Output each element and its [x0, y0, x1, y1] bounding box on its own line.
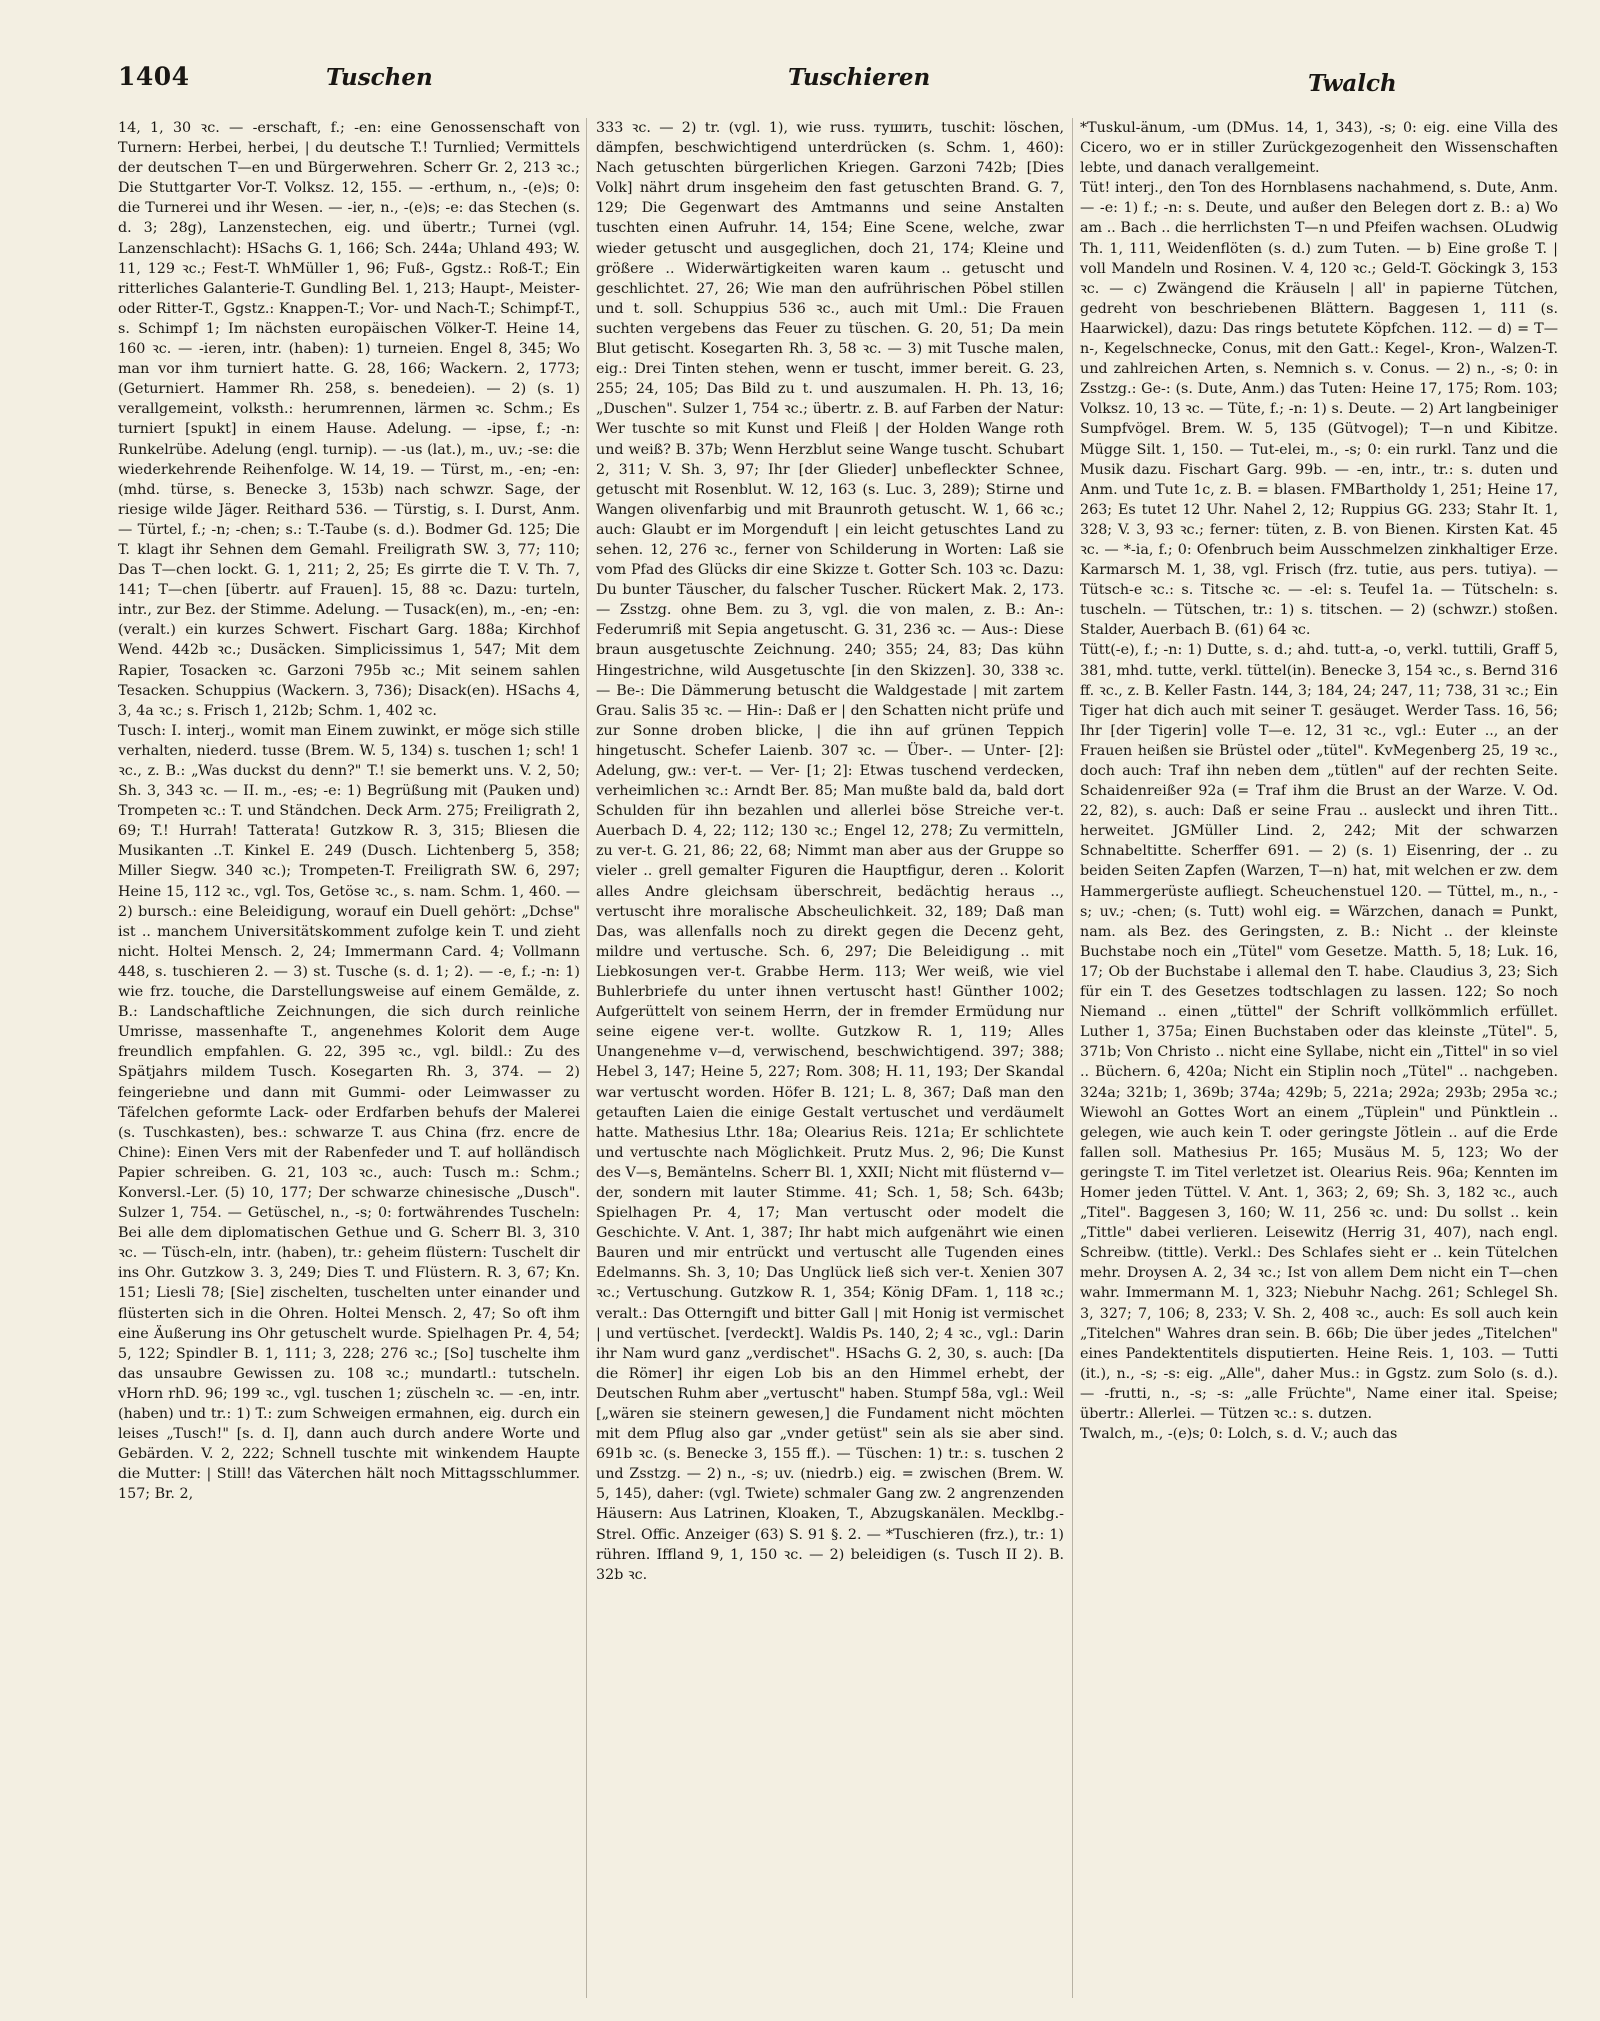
- column-left: [118, 118, 580, 1998]
- dictionary-entry-block: Twalch, m., -(e)s; 0: Lolch, s. d. V.; auch das: [1080, 1426, 1398, 1443]
- column-right: [1080, 118, 1558, 1998]
- running-head-center: Tuschieren: [788, 64, 931, 91]
- page-number: 1404: [118, 62, 190, 91]
- running-head-left: Tuschen: [326, 64, 433, 91]
- dictionary-entry-block: Tüt! interj., den Ton des Hornblasens nachahmend, s. Dute, Anm. — -e: 1) f.; -n: s. Deute, und außer den Belegen dort z. B.: a) Wo am .. Bach .. die herrlichsten T—n und Pfeifen wachsen. OLudwig Th. 1, 111, Weidenflöten (s. d.) zum Tuten. — b) Eine große T. | voll Mandeln und Rosinen. V. 4, 120 ꝛc.; Geld-T. Göckingk 3, 153 ꝛc. — c) Zwängend die Kräuseln | all' in papierne Tütchen, gedreht von beschriebenen Blättern. Baggesen 1, 111 (s. Haarwickel), dazu: Das rings betutete Köpfchen. 112. — d) = T—n-, Kegelschnecke, Conus, mit den Gatt.: Kegel-, Kron-, Walzen-T. und zahlreichen Arten, s. Nemnich s. v. Conus. — 2) n., -s; 0: in Zsstzg.: Ge-: (s. Dute, Anm.) das Tuten: Heine 17, 175; Rom. 103; Volksz. 10, 13 ꝛc. — Tüte, f.; -n: 1) s. Deute. — 2) Art langbeiniger Sumpfvögel. Brem. W. 5, 135 (Gütvogel); T—n und Kibitze. Mügge Silt. 1, 150. — Tut-elei, m., -s; 0: ein rurkl. Tanz und die Musik dazu. Fischart Garg. 99b. — -en, intr., tr.: s. duten und Anm. und Tute 1c, z. B. = blasen. FMBartholdy 1, 251; Heine 17, 263; Es tutet 12 Uhr. Nahel 2, 12; Ruppius GG. 233; Stahr It. 1, 328; V. 3, 93 ꝛc.; ferner: tüten, z. B. von Bienen. Kirsten Kat. 45 ꝛc. — *-ia, f.; 0: Ofenbruch beim Ausschmelzen zinkhaltiger Erze. Karmarsch M. 1, 38, vgl. Frisch (frz. tutie, aus pers. tutiya). — Tütsch-e ꝛc.: s. Titsche ꝛc. — -el: s. Teufel 1a. — Tütscheln: s. tuscheln. — Tütschen, tr.: 1) s. titschen. — 2) (schwzr.) stoßen. Stalder, Auerbach B. (61) 64 ꝛc.: [1080, 180, 1558, 639]
- dictionary-entry-block: Tütt(-e), f.; -n: 1) Dutte, s. d.; ahd. tutt-a, -o, verkl. tuttili, Graff 5, 381, mhd. tutte, verkl. tüttel(in). Benecke 3, 154 ꝛc., s. Bernd 316 ff. ꝛc., z. B. Keller Fastn. 144, 3; 184, 24; 247, 11; 738, 31 ꝛc.; Ein Tiger hat dich auch mit seiner T. gesäuget. Werder Tass. 16, 56; Ihr [der Tigerin] volle T—e. 12, 31 ꝛc., vgl.: Euter .., an der Frauen heißen sie Brüstel oder „tütel". KvMegenberg 25, 19 ꝛc., doch auch: Traf ihn neben dem „tütlen" auf der rechten Seite. Schaidenreißer 92a (= Traf ihm die Brust an der Warze. V. Od. 22, 82), s. auch: Daß er seine Frau .. ausleckt und ihren Titt.. herweitet. JGMüller Lind. 2, 242; Mit der schwarzen Schnabeltitte. Scherffer 691. — 2) (s. 1) Eisenring, der .. zu beiden Seiten Zapfen (Warzen, T—n) hat, mit welchen er zw. dem Hammergerüste aufliegt. Scheuchenstuel 120. — Tüttel, m., n., -s; uv.; -chen; (s. Tutt) wohl eig. = Wärzchen, danach = Punkt, nam. als Bez. des Geringsten, z. B.: Nicht .. der kleinste Buchstabe noch ein „Tütel" vom Gesetze. Matth. 5, 18; Luk. 16, 17; Ob der Buchstabe i allemal den T. habe. Claudius 3, 23; Sich für ein T. des Gesetzes todtschlagen zu lassen. 122; So noch Niemand .. einen „tüttel" der Schrift vollkömmlich erfüllet. Luther 1, 375a; Einen Buchstaben oder das kleinste „Tütel". 5, 371b; Von Christo .. nicht eine Syllabe, nicht ein „Tittel" in so viel .. Büchern. 6, 420a; Nicht ein Stiplin noch „Tütel" .. nachgeben. 324a; 321b; 1, 369b; 374a; 429b; 5, 221a; 292a; 293b; 295a ꝛc.; Wiewohl an Gottes Wort an einem „Tüplein" und Pünktlein .. gelegen, wie auch kein T. oder geringste Jötlein .. auf die Erde fallen soll. Mathesius Pr. 165; Musäus M. 5, 123; Wo der geringste T. im Titel verletzet ist. Olearius Reis. 96a; Kennten im Homer jeden Tüttel. V. Ant. 1, 363; 2, 69; Sh. 3, 182 ꝛc., auch „Titel". Baggesen 3, 160; W. 11, 256 ꝛc. und: Du sollst .. kein „Tittle" dabei verlieren. Leisewitz (Herrig 31, 407), nach engl. Schreibw. (tittle). Verkl.: Des Schlafes sieht er .. kein Tütelchen mehr. Droysen A. 2, 34 ꝛc.; Ist von allem Dem nicht ein T—chen wahr. Immermann M. 1, 323; Niebuhr Nachg. 261; Schlegel Sh. 3, 327; 7, 106; 8, 233; V. Sh. 2, 408 ꝛc., auch: Es soll auch kein „Titelchen" Wahres dran sein. B. 66b; Die über jedes „Titelchen" eines Pandektentitels disputierten. Heine Reis. 1, 103. — Tutti (it.), n., -s; -s: eig. „Alle", daher Mus.: in Ggstz. zum Solo (s. d.). — -frutti, n., -s; -s: „alle Früchte", Name einer ital. Speise; übertr.: Allerlei. — Tützen ꝛc.: s. dutzen.: [1080, 642, 1558, 1422]
- dictionary-entry-block: 333 ꝛc. — 2) tr. (vgl. 1), wie russ. тушить, tuschit: löschen, dämpfen, beschwichtigend unterdrücken (s. Schm. 1, 460): Nach getuschten bürgerlichen Kriegen. Garzoni 742b; [Dies Volk] nährt drum insgeheim den fast getuschten Brand. G. 7, 129; Die Gegenwart des Amtmanns und seine Anstalten tuschten einen Aufruhr. 14, 154; Eine Scene, welche, zwar wieder getuscht und ausgeglichen, doch 21, 174; Kleine und größere .. Widerwärtigkeiten waren kaum .. getuscht und geschlichtet. 27, 26; Wie man den aufrührischen Pöbel stillen und t. soll. Schuppius 536 ꝛc., auch mit Uml.: Die Frauen suchten vergebens das Feuer zu tüschen. G. 20, 51; Da mein Blut getischt. Kosegarten Rh. 3, 58 ꝛc. — 3) mit Tusche malen, eig.: Drei Tinten stehen, wenn er tuscht, immer bereit. G. 23, 255; 24, 105; Das Bild zu t. und auszumalen. H. Ph. 13, 16; „Duschen". Sulzer 1, 754 ꝛc.; übertr. z. B. auf Farben der Natur: Wer tuschte so mit Kunst und Fleiß | der Holden Wange roth und weiß? B. 37b; Wenn Herzblut seine Wange tuscht. Schubart 2, 311; V. Sh. 3, 97; Ihr [der Glieder] unbefleckter Schnee, getuscht mit Rosenblut. W. 12, 163 (s. Luc. 3, 289); Stirne und Wangen olivenfarbig und mit Braunroth getuscht. W. 1, 66 ꝛc.; auch: Glaubt er im Morgenduft | ein leicht getuschtes Land zu sehen. 12, 276 ꝛc., ferner von Schilderung in Worten: Laß sie vom Pfad des Glücks dir eine Skizze t. Gotter Sch. 103 ꝛc. Dazu: Du bunter Täuscher, du falscher Tuscher. Rückert Mak. 2, 173. — Zsstzg. ohne Bem. zu 3, vgl. die von malen, z. B.: An-: Federumriß mit Sepia angetuscht. G. 31, 236 ꝛc. — Aus-: Diese braun ausgetuschte Zeichnung. 240; 355; 24, 83; Das kühn Hingestrichne, wild Ausgetuschte [in den Skizzen]. 30, 338 ꝛc. — Be-: Die Dämmerung betuscht die Waldgestade | mit zartem Grau. Salis 35 ꝛc. — Hin-: Daß er | den Schatten nicht prüfe und zur Sonne droben blicke, | die ihn auf grünen Teppich hingetuscht. Schefer Laienb. 307 ꝛc. — Über-. — Unter- [2]: Adelung, gw.: ver-t. — Ver- [1; 2]: Etwas tuschend verdecken, verheimlichen ꝛc.: Arndt Ber. 85; Man mußte bald da, bald dort Schulden für ihn bezahlen und allerlei böse Streiche ver-t. Auerbach D. 4, 22; 112; 130 ꝛc.; Engel 12, 278; Zu vermitteln, zu ver-t. G. 21, 86; 22, 68; Nimmt man aber aus der Gruppe so vieler .. grell gemalter Figuren die Hauptfigur, deren .. Kolorit alles Andre gleichsam überschreit, bedächtig heraus .., vertuscht ihre moralische Abscheulichkeit. 32, 189; Daß man Das, was allenfalls noch zu direkt gegen die Decenz geht, mildre und vertusche. Sch. 6, 297; Die Beleidigung .. mit Liebkosungen ver-t. Grabbe Herm. 113; Wer weiß, wie viel Buhlerbriefe du unter ihnen vertuscht hast! Günther 1002; Aufgerüttelt von seinem Herrn, der in fremder Ermüdung nur seine eigene ver-t. wollte. Gutzkow R. 1, 119; Alles Unangenehme v—d, verwischend, beschwichtigend. 397; 388; Hebel 3, 147; Heine 5, 227; Rom. 308; H. 11, 193; Der Skandal war vertuscht worden. Höfer B. 121; L. 8, 367; Daß man den getauften Laien die einige Gestalt vertuschet und verdäumelt hatte. Mathesius Lthr. 18a; Olearius Reis. 121a; Er schlichtete und vertuschte nach Möglichkeit. Prutz Mus. 2, 96; Die Kunst des V—s, Bemäntelns. Scherr Bl. 1, XXII; Nicht mit flüsternd v—der, sondern mit lauter Stimme. 41; Sch. 1, 58; Sch. 643b; Spielhagen Pr. 4, 17; Man vertuscht oder modelt die Geschichte. V. Ant. 1, 387; Ihr habt mich aufgenährt wie einen Bauren und mir entrückt und vertuscht alle Tugenden eines Edelmanns. Sh. 3, 10; Das Unglück ließ sich ver-t. Xenien 307 ꝛc.; Vertuschung. Gutzkow R. 1, 354; König DFam. 1, 118 ꝛc.; veralt.: Das Otterngift und bitter Gall | mit Honig ist vermischet | und vertüschet. [verdeckt]. Waldis Ps. 140, 2; 4 ꝛc., vgl.: Darin ihr Nam wurd ganz „verdischet". HSachs G. 2, 30, s. auch: [Da die Römer] ihr eigen Lob bis an den Himmel erhebt, der Deutschen Ruhm aber „vertuscht" haben. Stumpf 58a, vgl.: Weil [„wären sie steinern gewesen,] die Fundament nicht möchten mit dem Pflug also gar „vnder getüst" sein als sie aber sind. 691b ꝛc. (s. Benecke 3, 155 ff.). — Tüschen: 1) tr.: s. tuschen 2 und Zsstzg. — 2) n., -s; uv. (niedrb.) eig. = zwischen (Brem. W. 5, 145), daher: (vgl. Twiete) schmaler Gang zw. 2 angrenzenden Häusern: Aus Latrinen, Kloaken, T., Abzugskanälen. Mecklbg.-Strel. Offic. Anzeiger (63) S. 91 §. 2. — *Tuschieren (frz.), tr.: 1) rühren. Iffland 9, 1, 150 ꝛc. — 2) beleidigen (s. Tusch II 2). B. 32b ꝛc.: [596, 120, 1064, 1583]
- dictionary-entry-block: 14, 1, 30 ꝛc. — -erschaft, f.; -en: eine Genossenschaft von Turnern: Herbei, herbei, | du deutsche T.! Turnlied; Vermittels der deutschen T—en und Bürgerwehren. Scherr Gr. 2, 213 ꝛc.; Die Stuttgarter Vor-T. Volksz. 12, 155. — -erthum, n., -(e)s; 0: die Turnerei und ihr Wesen. — -ier, n., -(e)s; -e: das Stechen (s. d. 3; 28g), Lanzenstechen, eig. und übertr.; Turnei (vgl. Lanzenschlacht): HSachs G. 1, 166; Sch. 244a; Uhland 493; W. 11, 129 ꝛc.; Fest-T. WhMüller 1, 96; Fuß-, Ggstz.: Roß-T.; Ein ritterliches Galanterie-T. Gundling Bel. 1, 213; Haupt-, Meister- oder Ritter-T., Ggstz.: Knappen-T.; Vor- und Nach-T.; Schimpf-T., s. Schimpf 1; Im nächsten europäischen Völker-T. Heine 14, 160 ꝛc. — -ieren, intr. (haben): 1) turneien. Engel 8, 345; Wo man vor ihm turniert hatte. G. 28, 166; Wackern. 2, 1773; (Geturniert. Hammer Rh. 258, s. benedeien). — 2) (s. 1) verallgemeint, volksth.: herumrennen, lärmen ꝛc. Schm.; Es turniert [spukt] in einem Hause. Adelung. — -ipse, f.; -n: Runkelrübe. Adelung (engl. turnip). — -us (lat.), m., uv.; -se: die wiederkehrende Reihenfolge. W. 14, 19. — Türst, m., -en; -en: (mhd. türse, s. Benecke 3, 153b) nach schwzr. Sage, der riesige wilde Jäger. Reithard 536. — Türstig, s. I. Durst, Anm. — Türtel, f.; -n; -chen; s.: T.-Taube (s. d.). Bodmer Gd. 125; Die T. klagt ihr Sehnen dem Gemahl. Freiligrath SW. 3, 77; 110; Das T—chen lockt. G. 1, 211; 2, 25; Es girrte die T. V. Th. 7, 141; T—chen [übertr. auf Frauen]. 15, 88 ꝛc. Dazu: turteln, intr., zur Bez. der Stimme. Adelung. — Tusack(en), m., -en; -en: (veralt.) ein kurzes Schwert. Fischart Garg. 188a; Kirchhof Wend. 442b ꝛc.; Dusäcken. Simplicissimus 1, 547; Mit dem Rapier, Tosacken ꝛc. Garzoni 795b ꝛc.; Mit seinem sahlen Tesacken. Schuppius (Wackern. 3, 736); Disack(en). HSachs 4, 3, 4a ꝛc.; s. Frisch 1, 212b; Schm. 1, 402 ꝛc.: [118, 120, 580, 719]
- dictionary-entry-block: Tusch: I. interj., womit man Einem zuwinkt, er möge sich stille verhalten, niederd. tusse (Brem. W. 5, 134) s. tuschen 1; sch! 1 ꝛc., z. B.: „Was duckst du denn?" T.! sie bemerkt uns. V. 2, 50; Sh. 3, 343 ꝛc. — II. m., -es; -e: 1) Begrüßung mit (Pauken und) Trompeten ꝛc.: T. und Ständchen. Deck Arm. 275; Freiligrath 2, 69; T.! Hurrah! Tatterata! Gutzkow R. 3, 315; Bliesen die Musikanten ..T. Kinkel E. 249 (Dusch. Lichtenberg 5, 358; Miller Siegw. 340 ꝛc.); Trompeten-T. Freiligrath SW. 6, 297; Heine 15, 112 ꝛc., vgl. Tos, Getöse ꝛc., s. nam. Schm. 1, 460. — 2) bursch.: eine Beleidigung, worauf ein Duell gehört: „Dchse" ist .. manchem Universitätskomment zufolge kein T. und zieht nicht. Holtei Mensch. 2, 24; Immermann Card. 4; Vollmann 448, s. tuschieren 2. — 3) st. Tusche (s. d. 1; 2). — -e, f.; -n: 1) wie frz. touche, die Darstellungsweise auf einem Gemälde, z. B.: Landschaftliche Zeichnungen, die sich durch reinliche Umrisse, massenhafte T., angenehmes Kolorit dem Auge freundlich empfahlen. G. 22, 395 ꝛc., vgl. bildl.: Zu des Spätjahrs mildem Tusch. Kosegarten Rh. 3, 374. — 2) feingeriebne und dann mit Gummi- oder Leimwasser zu Täfelchen geformte Lack- oder Erdfarben behufs der Malerei (s. Tuschkasten), bes.: schwarze T. aus China (frz. encre de Chine): Einen Vers mit der Rabenfeder und T. auf holländisch Papier schreiben. G. 21, 103 ꝛc., auch: Tusch m.: Schm.; Konversl.-Ler. (5) 10, 177; Der schwarze chinesische „Dusch". Sulzer 1, 754. — Getüschel, n., -s; 0: fortwährendes Tuscheln: Bei alle dem diplomatischen Gethue und G. Scherr Bl. 3, 310 ꝛc. — Tüsch-eln, intr. (haben), tr.: geheim flüstern: Tuschelt dir ins Ohr. Gutzkow 3. 3, 249; Dies T. und Flüstern. R. 3, 67; Kn. 151; Liesli 78; [Sie] zischelten, tuschelten unter einander und flüsterten sich in die Ohren. Holtei Mensch. 2, 47; So oft ihm eine Äußerung ins Ohr getuschelt wurde. Spielhagen Pr. 4, 54; 5, 122; Spindler B. 1, 111; 3, 228; 276 ꝛc.; [So] tuschelte ihm das unsaubre Gewissen zu. 108 ꝛc.; mundartl.: tutscheln. vHorn rhD. 96; 199 ꝛc., vgl. tuschen 1; züscheln ꝛc. — -en, intr. (haben) und tr.: 1) T.: zum Schweigen ermahnen, eig. durch ein leises „Tusch!" [s. d. I], dann auch durch andere Worte und Gebärden. V. 2, 222; Schnell tuschte mit winkendem Haupte die Mutter: | Still! das Väterchen hält noch Mittagsschlummer. 157; Br. 2,: [118, 722, 580, 1503]
- column-middle: [596, 118, 1064, 1998]
- dictionary-columns: [118, 118, 1558, 1998]
- page-header: [118, 62, 1558, 106]
- running-head-right: Twalch: [1308, 70, 1397, 97]
- dictionary-entry-block: *Tuskul-änum, -um (DMus. 14, 1, 343), -s; 0: eig. eine Villa des Cicero, wo er in stiller Zurückgezogenheit den Wissenschaften lebte, und danach verallgemeint.: [1080, 120, 1558, 177]
